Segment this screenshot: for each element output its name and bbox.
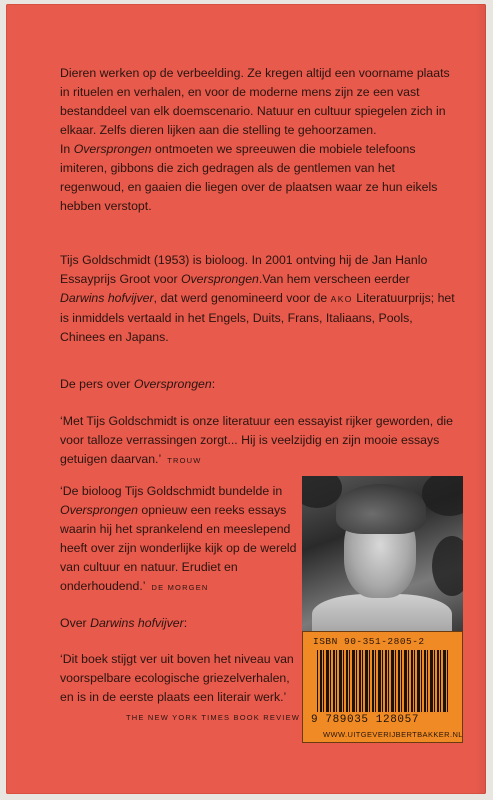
photo-hair [336, 484, 426, 534]
press-heading-1-prefix: De pers over [60, 377, 134, 391]
press-heading-1-line [60, 375, 455, 394]
press-heading-1-suffix: : [211, 377, 216, 391]
photo-foliage [422, 476, 463, 516]
blurb [60, 64, 455, 216]
press-heading-2-title: Darwins hofvijver [90, 616, 184, 630]
press-source-2: DE MORGEN [151, 583, 209, 592]
author-bio [60, 251, 455, 347]
bio-part-3: , dat werd genomineerd voor de [153, 291, 331, 305]
cover-edge-shadow [476, 4, 486, 794]
press-heading-2 [60, 614, 298, 633]
barcode-digits: 9 789035 128057 [311, 714, 420, 726]
press-quote-1-line [60, 412, 455, 470]
author-photo [302, 476, 463, 631]
press-quote-1 [60, 412, 455, 470]
press-quote-3-text: ‘Dit boek stijgt ver uit boven het niveau van voorspelbare ecologische griezelverhalen, en is in de eerste plaats een literair werk.’ [60, 652, 294, 704]
press-quote-2-part-a: ‘De bioloog Tijs Goldschmidt bundelde in [60, 484, 283, 498]
press-quote-1-text: ‘Met Tijs Goldschmidt is onze literatuur een essayist rijker geworden, die voor talloze verrassingen zorgt... Hij is veelzijdig en zijn mooie essays getuigen daarvan.’ [60, 414, 453, 466]
press-heading-2-line [60, 614, 298, 633]
press-heading-2-prefix: Over [60, 616, 91, 630]
bio-paragraph [60, 251, 455, 347]
bio-ako: AKO [330, 294, 353, 304]
press-quote-3-line [60, 650, 298, 707]
press-quote-2 [60, 482, 298, 597]
press-heading-1 [60, 375, 455, 394]
blurb-paragraph-1: Dieren werken op de verbeelding. Ze kregen altijd een voorname plaats in rituelen en verhalen, en voor de moderne mens zijn ze een vast bestanddeel van elk doemscenario. Natuur en cultuur spiegelen zich in elkaar. Zelfs dieren lijken aan die stelling te gehoorzamen. [60, 66, 450, 137]
blurb-paragraph-2 [60, 140, 455, 216]
press-quote-3 [60, 650, 298, 707]
publisher-website: WWW.UITGEVERIJBERTBAKKER.NL [323, 730, 463, 739]
bio-title-1: Oversprongen [180, 272, 259, 286]
photo-foliage [432, 536, 463, 596]
press-source-3: THE NEW YORK TIMES BOOK REVIEW [126, 713, 301, 722]
press-quote-2-title: Oversprongen [60, 503, 138, 517]
bio-part-4: Literatuurprijs; het is inmiddels vertaald in het Engels, Duits, Frans, Italiaans, Pools, Chinees en Japans. [60, 291, 455, 344]
bio-part-2: .Van hem verscheen eerder [258, 272, 410, 286]
blurb-p2-title: Oversprongen [73, 142, 152, 156]
isbn-label: ISBN 90-351-2805-2 [313, 636, 425, 647]
blurb-p2-prefix: In [60, 142, 74, 156]
blurb-p2-rest: ontmoeten we spreeuwen die mobiele telefoons imiteren, gibbons die zich gedragen als de gentlemen van het regenwoud, en gaaien die liegen over de plaatsen waar ze hun eikels hebben verstopt. [60, 142, 438, 213]
bio-title-2: Darwins hofvijver [60, 291, 154, 305]
barcode-bars [317, 650, 449, 712]
press-quote-2-line [60, 482, 298, 597]
barcode-panel [302, 631, 463, 743]
press-quote-2-part-b: opnieuw een reeks essays waarin hij het sprankelend en meeslepend heeft over zijn wonderlijke kijk op de wereld van cultuur en natuur. Erudiet en onderhoudend.’ [60, 503, 297, 593]
bio-part-1: Tijs Goldschmidt (1953) is bioloog. In 2001 ontving hij de Jan Hanlo Essayprijs Groot voor [60, 253, 428, 286]
press-source-1: TROUW [167, 456, 202, 465]
photo-shirt [312, 594, 452, 631]
press-heading-1-title: Oversprongen [133, 377, 212, 391]
press-heading-2-suffix: : [183, 616, 188, 630]
